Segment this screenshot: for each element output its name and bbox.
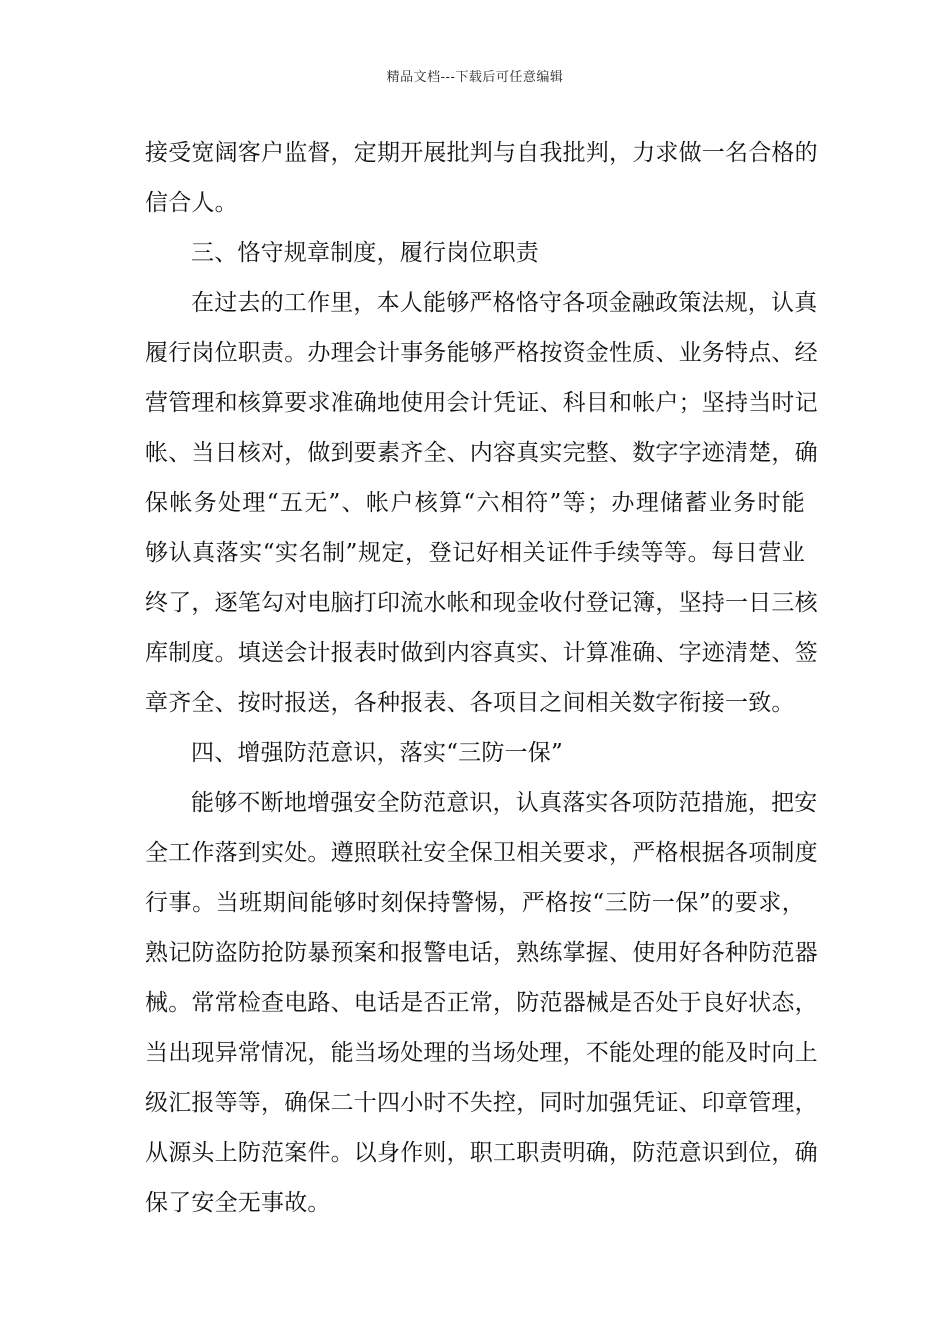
text-line: 保帐务处理“五无”、帐户核算“六相符”等；办理储蓄业务时能	[145, 490, 805, 516]
text-line: 保了安全无事故。	[145, 1190, 331, 1216]
text-line: 全工作落到实处。遵照联社安全保卫相关要求，严格根据各项制度	[145, 840, 818, 866]
text-line: 三、恪守规章制度，履行岗位职责	[191, 240, 539, 266]
text-line: 行事。当班期间能够时刻保持警惕，严格按“三防一保”的要求，	[145, 890, 805, 916]
text-line: 当出现异常情况，能当场处理的当场处理，不能处理的能及时向上	[145, 1040, 818, 1066]
text-line: 营管理和核算要求准确地使用会计凭证、科目和帐户；坚持当时记	[145, 390, 818, 416]
text-line: 信合人。	[145, 190, 238, 216]
text-line: 接受宽阔客户监督，定期开展批判与自我批判，力求做一名合格的	[145, 140, 818, 166]
text-line: 在过去的工作里，本人能够严格恪守各项金融政策法规，认真	[191, 290, 818, 316]
page-header: 精品文档---下载后可任意编辑	[386, 70, 564, 85]
text-line: 四、增强防范意识，落实“三防一保”	[191, 740, 563, 766]
text-line: 帐、当日核对，做到要素齐全、内容真实完整、数字字迹清楚，确	[145, 440, 818, 466]
text-line: 熟记防盗防抢防暴预案和报警电话，熟练掌握、使用好各种防范器	[145, 940, 818, 966]
text-line: 够认真落实“实名制”规定，登记好相关证件手续等等。每日营业	[145, 540, 805, 566]
document-body	[145, 128, 818, 1228]
text-line: 械。常常检查电路、电话是否正常，防范器械是否处于良好状态，	[145, 990, 818, 1016]
text-line: 章齐全、按时报送，各种报表、各项目之间相关数字衔接一致。	[145, 690, 795, 716]
text-line: 终了，逐笔勾对电脑打印流水帐和现金收付登记簿，坚持一日三核	[145, 590, 818, 616]
text-line: 级汇报等等，确保二十四小时不失控，同时加强凭证、印章管理，	[145, 1090, 818, 1116]
text-line: 库制度。填送会计报表时做到内容真实、计算准确、字迹清楚、签	[145, 640, 818, 666]
text-line: 能够不断地增强安全防范意识，认真落实各项防范措施，把安	[191, 790, 818, 816]
text-line: 从源头上防范案件。以身作则，职工职责明确，防范意识到位，确	[145, 1140, 818, 1166]
text-line: 履行岗位职责。办理会计事务能够严格按资金性质、业务特点、经	[145, 340, 818, 366]
